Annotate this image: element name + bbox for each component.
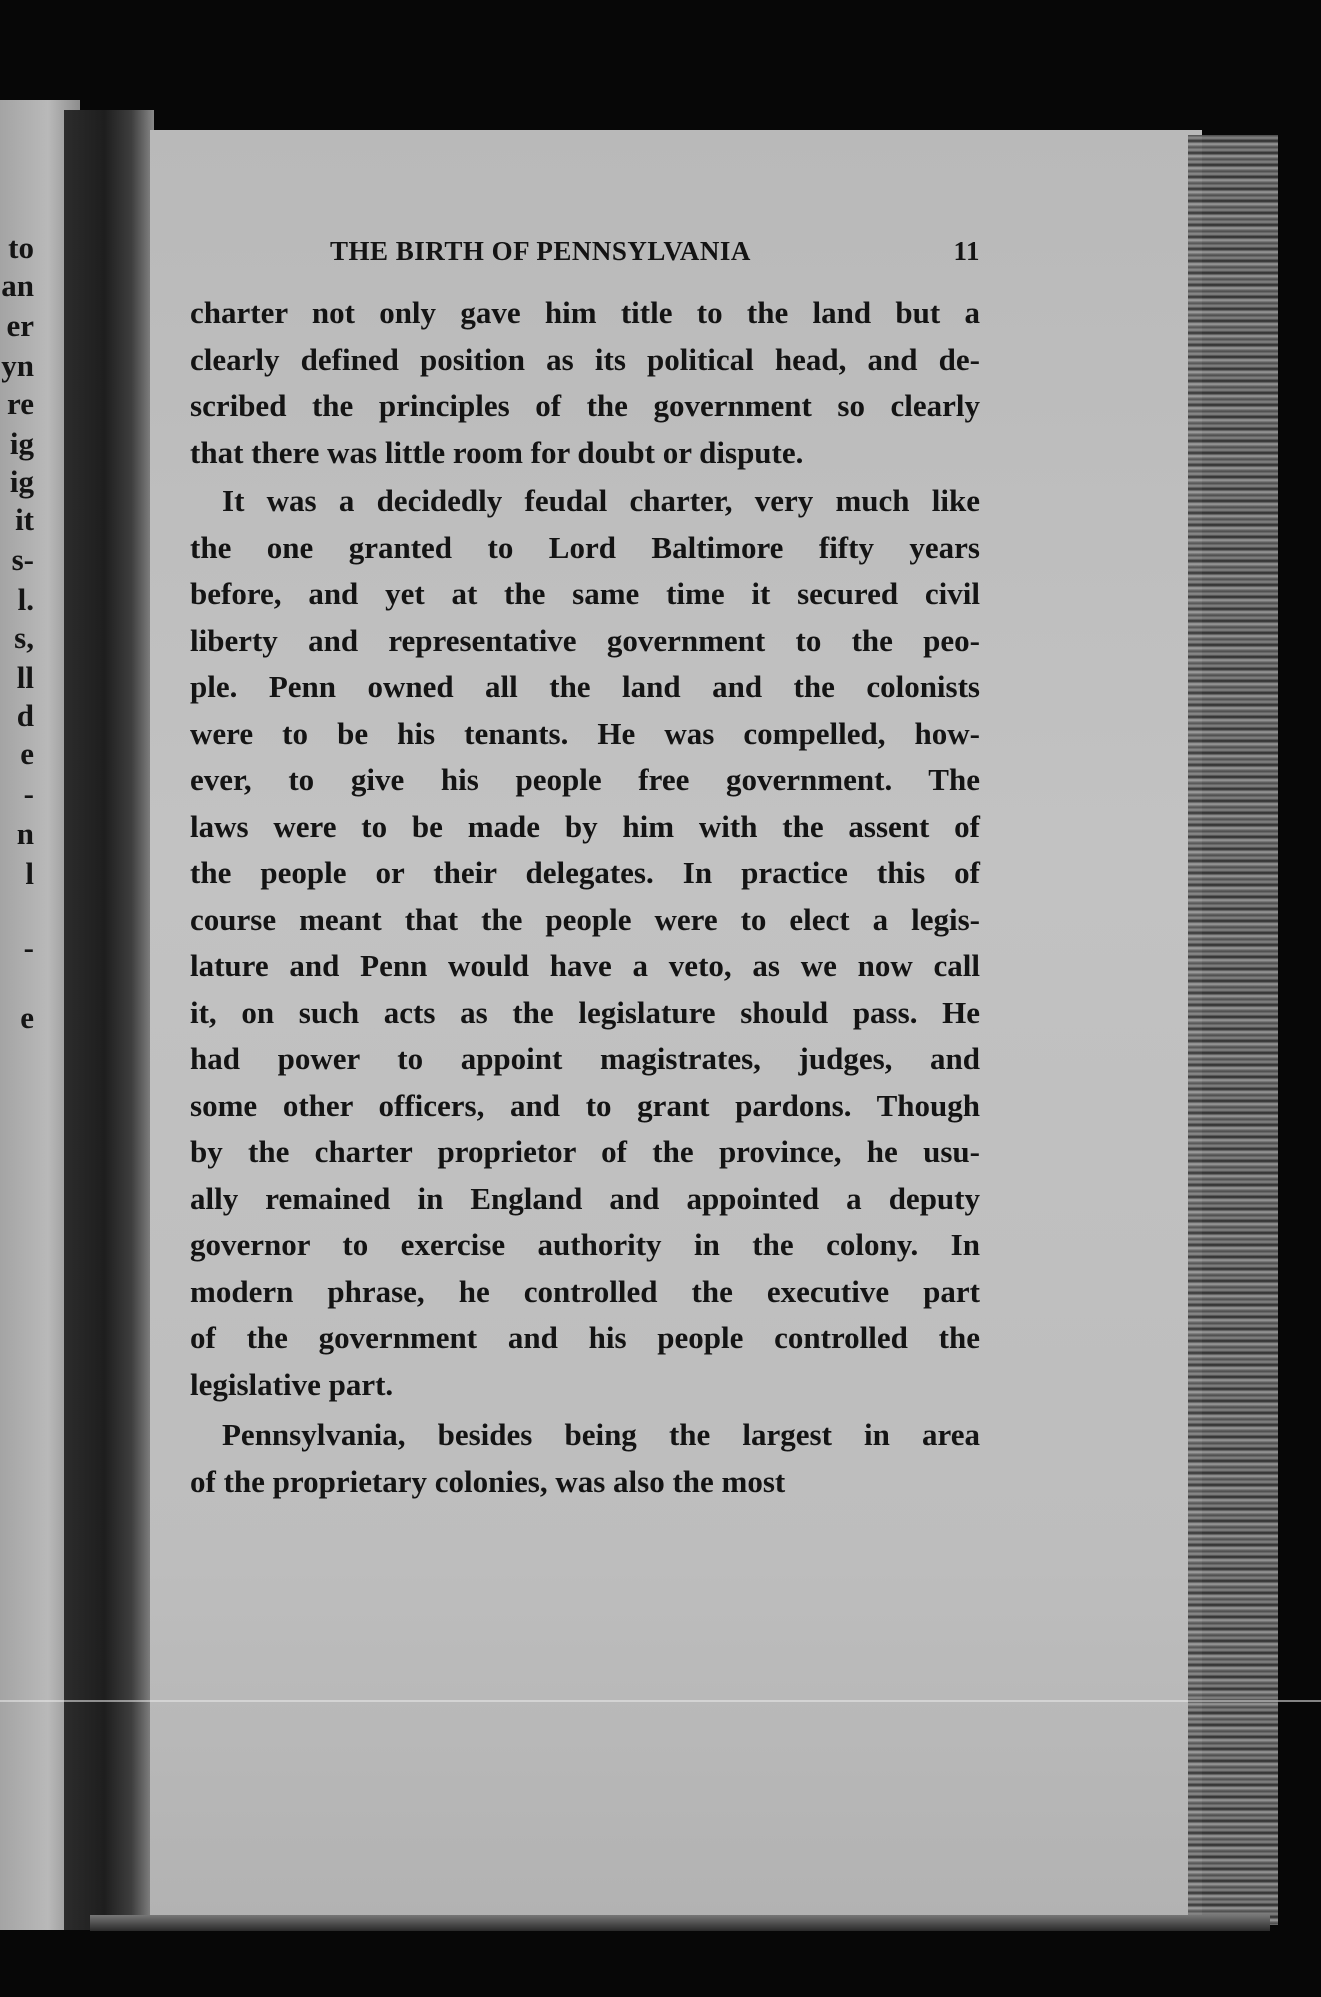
left-page-fragment: n: [16, 816, 34, 851]
left-page-fragment: e: [20, 736, 34, 771]
text-line: by the charter proprietor of the province, he usu-: [190, 1134, 980, 1169]
left-page-fragment: ll: [16, 660, 34, 695]
page-number: 11: [953, 236, 980, 266]
text-line: the people or their delegates. In practice this of: [190, 855, 980, 890]
left-page-fragment: ig: [9, 426, 34, 461]
text-line: before, and yet at the same time it secured civil: [190, 576, 980, 611]
text-line: ally remained in England and appointed a deputy: [190, 1180, 980, 1216]
text-line: lature and Penn would have a veto, as we now call: [190, 948, 980, 983]
left-page-fragment: yn: [1, 348, 34, 383]
left-page-fragment: d: [16, 698, 34, 733]
running-head-title: THE BIRTH OF PENNSYLVANIA: [330, 236, 751, 266]
paragraph-2: [190, 478, 980, 1408]
left-page-fragment: e: [20, 1000, 34, 1035]
text-line: the one granted to Lord Baltimore fifty years: [190, 529, 980, 565]
text-line: legislative part.: [190, 1366, 394, 1402]
left-page-fragment: er: [6, 308, 34, 343]
paragraph-3: [190, 1412, 980, 1505]
text-line: that there was little room for doubt or dispute.: [190, 434, 804, 470]
left-page-fragment: l: [25, 856, 34, 891]
text-line: modern phrase, he controlled the executive part: [190, 1273, 980, 1309]
scan-artifact-line: [0, 1700, 1321, 1702]
left-page-fragment: ig: [9, 464, 34, 499]
text-line: of the proprietary colonies, was also the most: [190, 1463, 786, 1499]
book-gutter: [64, 110, 154, 1930]
left-page-fragment: s-: [11, 542, 34, 577]
page-edge: [1188, 135, 1278, 1925]
text-line: some other officers, and to grant pardons. Though: [190, 1087, 980, 1123]
text-line: It was a decidedly feudal charter, very much like: [222, 483, 980, 518]
text-line: Pennsylvania, besides being the largest in area: [222, 1417, 980, 1452]
left-page-fragment: it: [15, 502, 34, 537]
text-line: were to be his tenants. He was compelled, how-: [190, 715, 980, 751]
text-line: of the government and his people controlled the: [190, 1320, 980, 1355]
left-page-fragment: s,: [14, 620, 34, 655]
text-line: laws were to be made by him with the assent of: [190, 808, 980, 844]
text-line: charter not only gave him title to the land but a: [190, 295, 980, 330]
left-page-fragment: an: [1, 268, 34, 303]
left-page-fragment: l.: [17, 582, 34, 617]
text-line: course meant that the people were to elect a legis-: [190, 901, 980, 937]
text-line: had power to appoint magistrates, judges, and: [190, 1041, 980, 1076]
paragraph-1: [190, 290, 980, 476]
text-line: it, on such acts as the legislature should pass. He: [190, 994, 980, 1030]
left-page-fragment: -: [23, 930, 34, 965]
text-line: scribed the principles of the government so clearly: [190, 388, 980, 423]
text-line: ever, to give his people free government. The: [190, 762, 980, 797]
left-page-fragment: to: [8, 230, 34, 265]
text-line: liberty and representative government to the peo-: [190, 622, 980, 658]
page-bottom-edge: [90, 1915, 1270, 1931]
text-line: governor to exercise authority in the colony. In: [190, 1227, 980, 1262]
left-page-fragment: re: [7, 386, 34, 421]
text-line: ple. Penn owned all the land and the colonists: [190, 669, 980, 704]
left-page-fragment: -: [23, 776, 34, 811]
text-line: clearly defined position as its political head, and de-: [190, 341, 980, 377]
